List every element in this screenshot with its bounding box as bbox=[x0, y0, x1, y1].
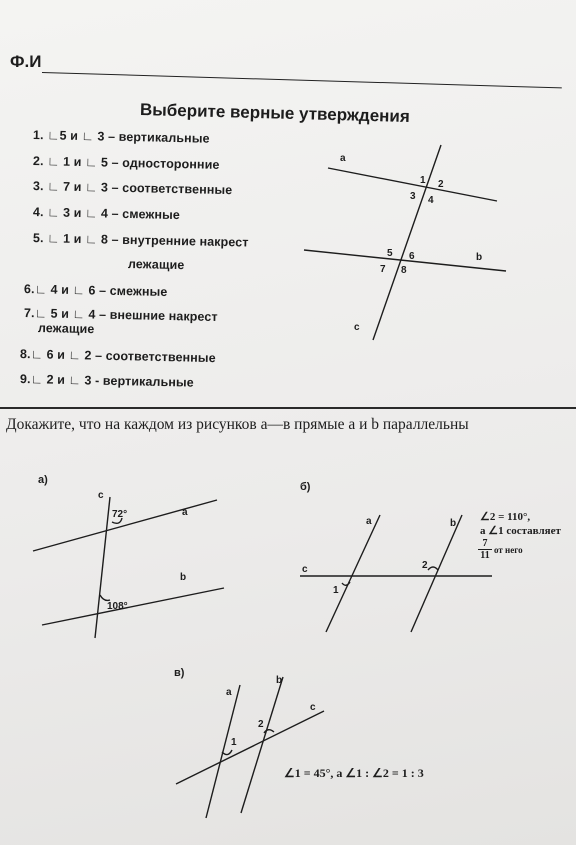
fig-b-label-a: a bbox=[366, 516, 372, 527]
statement-7-cont: лежащие bbox=[37, 321, 95, 337]
angle-1: 1 bbox=[420, 175, 426, 186]
figure-v bbox=[174, 667, 324, 818]
fig-a-angle-72: 72° bbox=[112, 509, 128, 520]
fig-b-label: б) bbox=[300, 481, 311, 493]
angle-7: 7 bbox=[380, 264, 386, 275]
figure-b bbox=[300, 481, 492, 632]
statement-4: 4. ∟ 3 и ∟ 4 – смежные bbox=[32, 205, 181, 223]
label-b: b bbox=[476, 252, 483, 263]
fig-v-angle-2: 2 bbox=[258, 719, 264, 730]
statement-7: 7.∟ 5 и ∟ 4 – внешние накрест bbox=[23, 306, 218, 325]
fig-b-condition-1: ∠2 = 110°, bbox=[480, 511, 531, 523]
statement-2: 2. ∟ 1 и ∟ 5 – односторонние bbox=[32, 154, 220, 172]
fig-v-label-c: c bbox=[310, 702, 316, 713]
fig-b-angle-2: 2 bbox=[422, 560, 428, 571]
fig-a-line-b bbox=[42, 588, 224, 625]
fig-a-angle-108: 108° bbox=[107, 601, 128, 612]
fig-b-label-c: c bbox=[302, 564, 308, 575]
fig-v-line-a bbox=[206, 685, 240, 818]
fig-b-line-a bbox=[326, 515, 380, 632]
fig-v-label-b: b bbox=[276, 675, 283, 686]
fig-b-label-b: b bbox=[450, 518, 457, 529]
angle-3: 3 bbox=[410, 191, 416, 202]
statement-9: 9.∟ 2 и ∟ 3 - вертикальные bbox=[19, 372, 194, 390]
task2-prompt: Докажите, что на каждом из рисунков а—в прямые а и b параллельны bbox=[6, 416, 469, 433]
fig-a-line-c bbox=[95, 497, 110, 638]
fig-a-label-c: c bbox=[98, 490, 104, 501]
statement-5: 5. ∟ 1 и ∟ 8 – внутренние накрест bbox=[32, 231, 249, 250]
label-c: c bbox=[354, 322, 360, 333]
figure-a bbox=[33, 474, 224, 638]
fig-a-line-a bbox=[33, 500, 217, 551]
angle-4: 4 bbox=[428, 195, 434, 206]
statement-5-cont: лежащие bbox=[127, 257, 185, 273]
fig-b-condition-2: а ∠1 составляет bbox=[480, 525, 561, 537]
fig-a-arc-bottom bbox=[100, 595, 110, 600]
name-label: Ф.И bbox=[10, 52, 42, 71]
fig-b-condition-tail: от него bbox=[494, 545, 523, 555]
angle-6: 6 bbox=[409, 251, 415, 262]
fig-a-label-b: b bbox=[180, 572, 187, 583]
fig-b-arc-1 bbox=[342, 582, 350, 585]
fig-b-arc-2 bbox=[428, 567, 438, 570]
angle-5: 5 bbox=[387, 248, 393, 259]
fig-v-label: в) bbox=[174, 667, 185, 679]
fig-v-line-b bbox=[241, 677, 283, 813]
statement-1: 1. ∟5 и ∟ 3 – вертикальные bbox=[32, 128, 210, 146]
label-a: a bbox=[340, 153, 346, 164]
fig-b-angle-1: 1 bbox=[333, 585, 339, 596]
fig-b-line-b bbox=[411, 515, 462, 632]
fig-v-condition: ∠1 = 45°, а ∠1 : ∠2 = 1 : 3 bbox=[284, 766, 424, 780]
fig-b-fraction bbox=[478, 538, 492, 561]
task1-title: Выберите верные утверждения bbox=[139, 100, 411, 127]
angle-8: 8 bbox=[401, 265, 407, 276]
fig-v-angle-1: 1 bbox=[231, 737, 237, 748]
angle-2: 2 bbox=[438, 179, 444, 190]
fig-v-label-a: a bbox=[226, 687, 232, 698]
statement-3: 3. ∟ 7 и ∟ 3 – соответственные bbox=[32, 179, 233, 198]
fig-a-label-a: a bbox=[182, 507, 188, 518]
fig-a-label: а) bbox=[38, 474, 48, 486]
fig-b-fraction-num: 7 bbox=[482, 538, 488, 549]
statement-8: 8.∟ 6 и ∟ 2 – соответственные bbox=[19, 347, 216, 366]
statement-6: 6.∟ 4 и ∟ 6 – смежные bbox=[23, 282, 168, 300]
fig-b-fraction-den: 11 bbox=[478, 549, 492, 561]
